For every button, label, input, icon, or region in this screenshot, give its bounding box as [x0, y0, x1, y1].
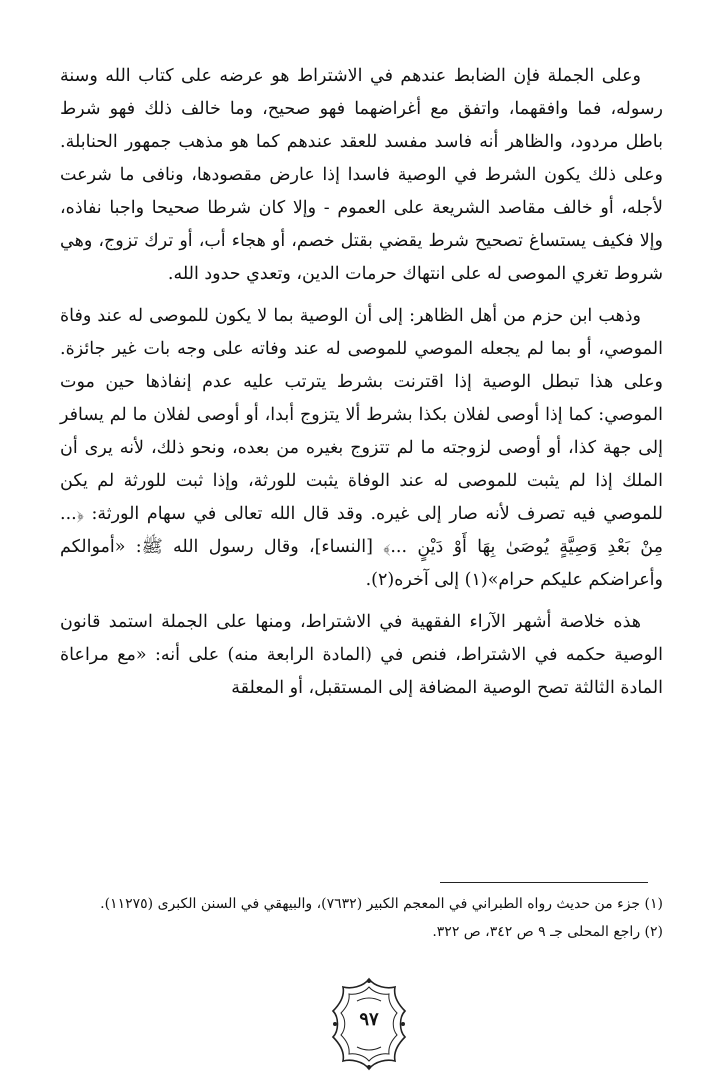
footnotes	[60, 890, 663, 946]
paragraph-1: وعلى الجملة فإن الضابط عندهم في الاشتراط هو عرضه على كتاب الله وسنة رسوله، فما وافقهما، واتفق مع أغراضهما فهو صحيح، وما خالف ذلك فهو شرط باطل مردود، والظاهر أنه فاسد مفسد للعقد عندهم كما هو مذهب جمهور الحنابلة. وعلى ذلك يكون الشرط في الوصية فاسدا إذا عارض مقصودها، ونافى ما شرعت لأجله، أو خالف مقاصد الشريعة على العموم - وإلا كان شرطا صحيحا واجبا نفاذه، وإلا فكيف يستساغ تصحيح شرط يقضي بقتل خصم، أو هجاء أب، أو ترك تزوج، وهي شروط تغري الموصى له على انتهاك حرمات الدين، وتعدي حدود الله.	[60, 66, 663, 284]
paragraph-2: وذهب ابن حزم من أهل الظاهر: إلى أن الوصية بما لا يكون للموصى له عند وفاة الموصي، أو بما لم يجعله الموصي للموصى له عند وفاته على وجه بات غير جائزة. وعلى هذا تبطل الوصية إذا اقترنت بشرط يترتب عليه عدم إنفاذها حين موت الموصي: كما إذا أوصى لفلان بكذا بشرط ألا يتزوج أبدا، أو أوصى لفلان ما لم يسافر إلى جهة كذا، أو أوصى لزوجته ما لم تتزوج بغيره من بعده، ونحو ذلك، لأنه يرى أن الملك إذا لم يثبت للموصى له عند الوفاة يثبت للورثة، وإذا ثبت للورثة لم يكن للموصي فيه تصرف لأنه صار إلى غيره. وقد قال الله تعالى في سهام الورثة: ﴿... مِنْ بَعْدِ وَصِيَّةٍ يُوصَىٰ بِهَا أَوْ دَيْنٍ ...﴾ [النساء]، وقال رسول الله ﷺ: «أموالكم وأعراضكم عليكم حرام»(١) إلى آخره(٢).	[60, 306, 663, 590]
footnote-2: (٢) راجع المحلى جـ ٩ ص ٣٤٢، ص ٣٢٢.	[432, 924, 663, 940]
page-number: ٩٧	[359, 1009, 379, 1030]
page-number-ornament	[329, 975, 409, 1073]
main-text	[60, 60, 663, 714]
footnote-divider	[440, 882, 648, 883]
footnote-1: (١) جزء من حديث رواه الطبراني في المعجم الكبير (٧٦٣٢)، والبيهقي في السنن الكبرى (١١٢٧٥).	[100, 896, 663, 912]
paragraph-3: هذه خلاصة أشهر الآراء الفقهية في الاشتراط، ومنها على الجملة استمد قانون الوصية حكمه في الاشتراط، فنص في (المادة الرابعة منه) على أنه: «مع مراعاة المادة الثالثة تصح الوصية المضافة إلى المستقبل، أو المعلقة	[60, 612, 663, 698]
